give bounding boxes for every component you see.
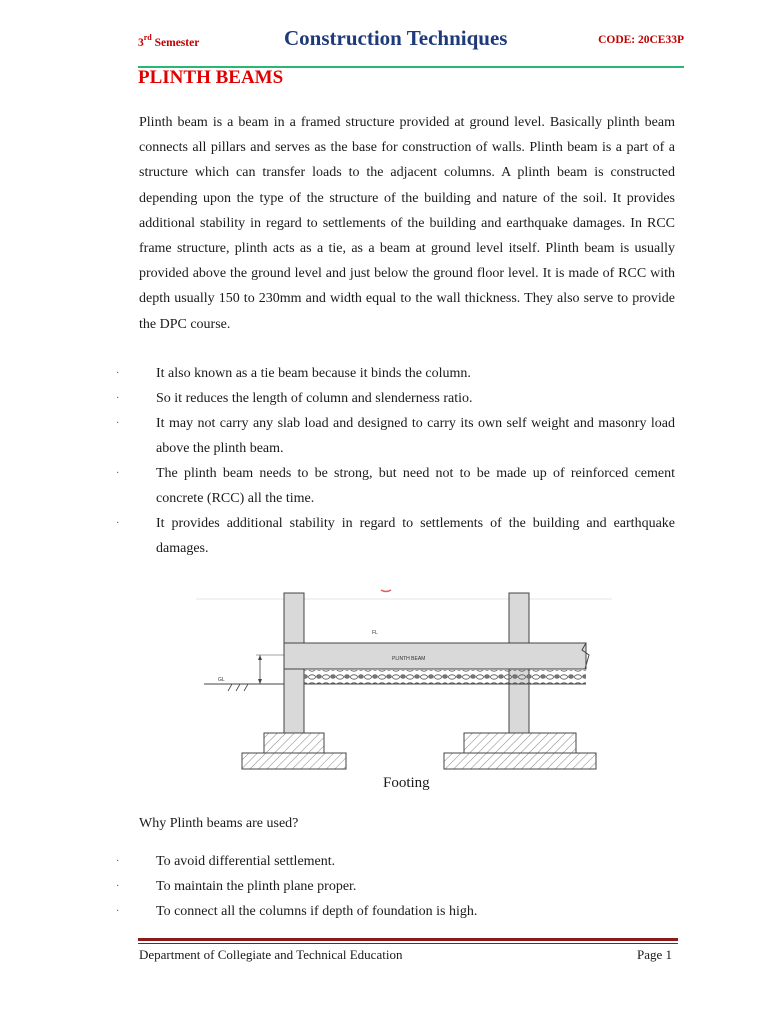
- list-item-text: To avoid differential settlement.: [156, 854, 336, 869]
- bullet-dot: ·: [116, 393, 120, 404]
- footer-divider-thin: [138, 943, 678, 944]
- bullet-dot: ·: [116, 368, 120, 379]
- left-footing: [264, 733, 324, 753]
- page-number: Page 1: [637, 947, 673, 962]
- fl-label: FL: [372, 630, 378, 636]
- list-item: [116, 511, 675, 561]
- list-item-text: To maintain the plinth plane proper.: [156, 879, 357, 894]
- list-item: [116, 411, 675, 461]
- figure-caption: Footing: [383, 775, 430, 791]
- list-item-text: It provides additional stability in regard to settlements of the building and earthquake damages.: [156, 516, 675, 556]
- bullet-dot: ·: [116, 881, 120, 892]
- intro-paragraph: Plinth beam is a beam in a framed structure provided at ground level. Basically plinth beam connects all pillars and serves as the base for construction of walls. Plinth beam is a part of a structure which can transfer loads to the adjacent columns. A plinth beam is constructed depending upon the type of the structure of the building and nature of the soil. It provides additional stability in regard to settlements of the building and earthquake damages. In RCC frame structure, plinth acts as a tie, as a beam at ground level itself. Plinth beam is usually provided above the ground level and just below the ground floor level. It is made of RCC with depth usually 150 to 230mm and width equal to the wall thickness. They also serve to provide the DPC course.: [139, 115, 675, 332]
- plinth-beam-diagram: [196, 585, 612, 775]
- semester-label: 3rd Semester: [138, 33, 200, 49]
- bullet-dot: ·: [116, 418, 120, 429]
- list-item: [116, 386, 675, 411]
- list-item: [116, 874, 675, 899]
- list-item: [116, 361, 675, 386]
- course-title: Construction Techniques: [284, 26, 508, 50]
- bullet-list: [116, 361, 675, 561]
- list-item-text: The plinth beam needs to be strong, but need not to be made up of reinforced cement concrete (RCC) all the time.: [156, 466, 675, 506]
- footer-divider: [138, 938, 678, 941]
- list-item: [116, 849, 675, 874]
- list-item: [116, 461, 675, 511]
- list-item: [116, 899, 675, 924]
- gl-label: GL: [218, 677, 225, 683]
- why-heading: Why Plinth beams are used?: [139, 816, 299, 831]
- plinth-beam: [284, 643, 586, 669]
- section-heading: PLINTH BEAMS: [138, 67, 284, 88]
- list-item-text: It also known as a tie beam because it binds the column.: [156, 366, 471, 381]
- list-item-text: It may not carry any slab load and designed to carry its own self weight and masonry load above the plinth beam.: [156, 416, 675, 456]
- page-header: [138, 22, 684, 58]
- footer-department: Department of Collegiate and Technical Education: [139, 947, 403, 962]
- right-footing: [464, 733, 576, 753]
- course-code: CODE: 20CE33P: [598, 34, 684, 46]
- list-item-text: To connect all the columns if depth of foundation is high.: [156, 904, 478, 919]
- beam-label: PLINTH BEAM: [392, 656, 426, 662]
- why-bullet-list: [116, 849, 675, 924]
- bullet-dot: ·: [116, 518, 120, 529]
- bullet-dot: ·: [116, 856, 120, 867]
- bullet-dot: ·: [116, 468, 120, 479]
- bullet-dot: ·: [116, 906, 120, 917]
- list-item-text: So it reduces the length of column and slenderness ratio.: [156, 391, 473, 406]
